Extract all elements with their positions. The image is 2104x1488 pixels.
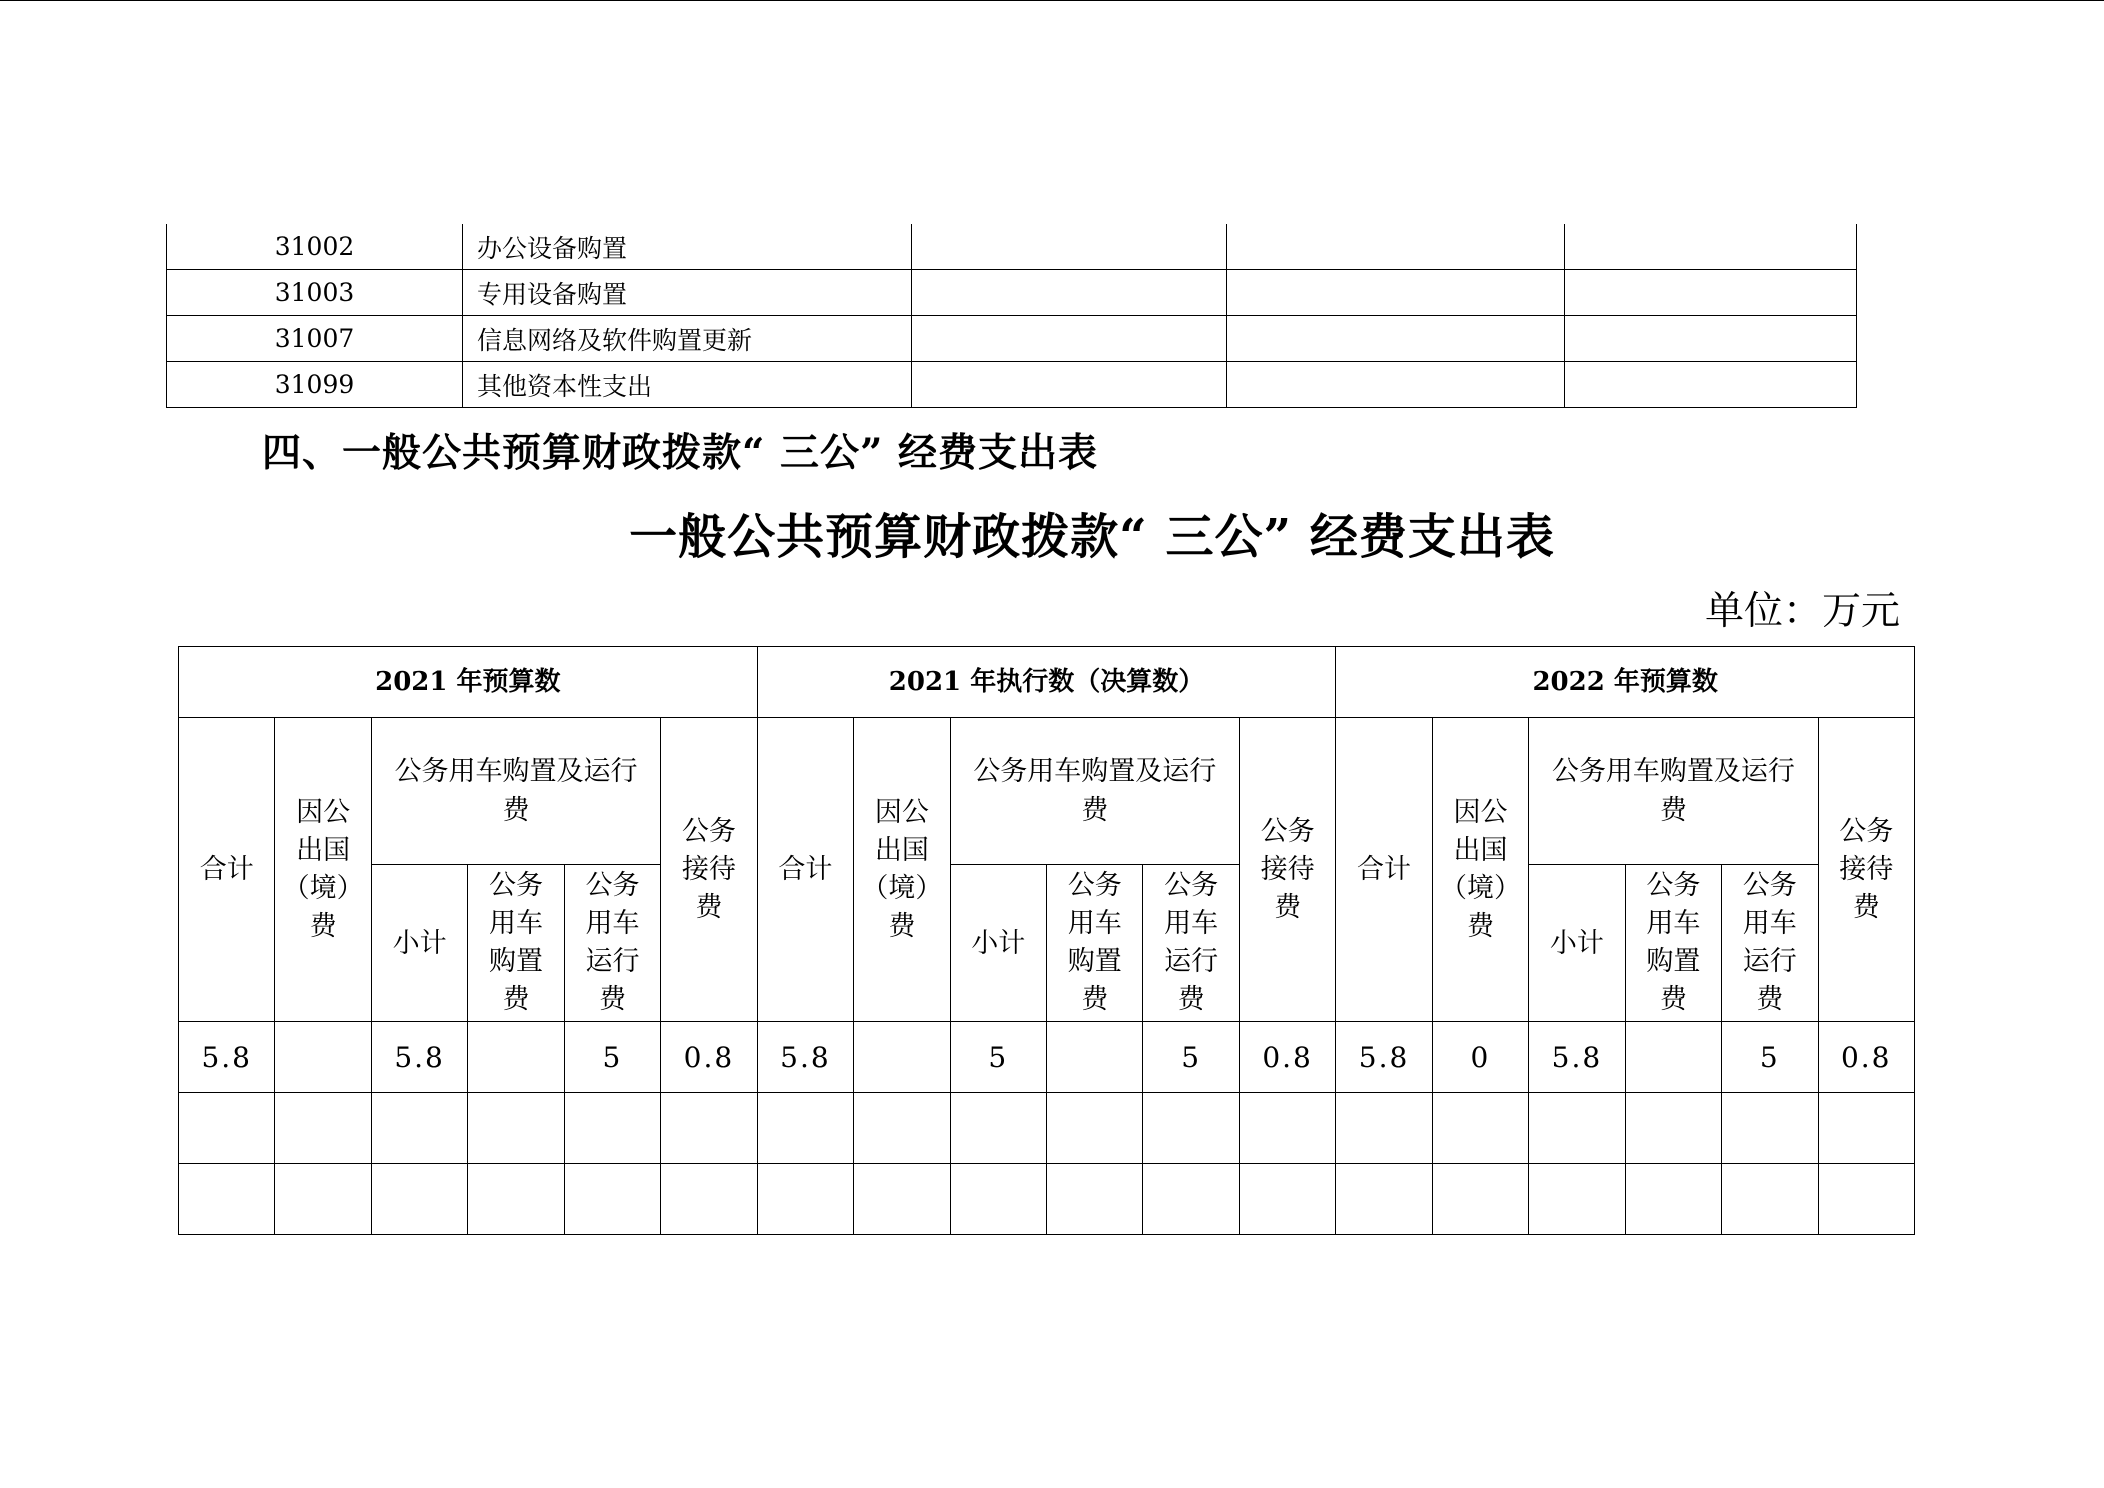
data-cell: 5 — [1722, 1022, 1818, 1093]
table-row — [179, 1093, 1915, 1164]
data-cell — [661, 1164, 757, 1235]
data-cell — [1432, 1164, 1528, 1235]
item-name: 专用设备购置 — [463, 270, 912, 316]
header-vehicle-operation: 公务 用车 运行 费 — [564, 865, 660, 1022]
empty-cell — [1565, 270, 1857, 316]
data-cell — [468, 1093, 564, 1164]
header-reception-fee: 公务 接待 费 — [1239, 718, 1335, 1022]
unit-label: 单位：万元 — [1704, 589, 1900, 634]
table-row — [167, 270, 1857, 316]
empty-cell — [912, 224, 1227, 270]
data-cell: 0.8 — [1239, 1022, 1335, 1093]
data-cell — [564, 1093, 660, 1164]
data-cell — [854, 1022, 950, 1093]
header-vehicle-purchase: 公务 用车 购置 费 — [1625, 865, 1721, 1022]
data-cell — [1239, 1164, 1335, 1235]
data-cell — [1239, 1093, 1335, 1164]
group-header-2021-actual: 2021 年执行数（决算数） — [757, 647, 1336, 718]
data-cell — [468, 1164, 564, 1235]
empty-cell — [912, 270, 1227, 316]
data-cell — [275, 1093, 371, 1164]
empty-cell — [912, 362, 1227, 408]
header-vehicle-purchase: 公务 用车 购置 费 — [468, 865, 564, 1022]
header-vehicle-fee: 公务用车购置及运行 费 — [1529, 718, 1818, 865]
table-row — [167, 316, 1857, 362]
data-cell — [854, 1093, 950, 1164]
header-abroad-fee: 因公 出国 （境） 费 — [1432, 718, 1528, 1022]
empty-cell — [1227, 316, 1565, 362]
data-cell — [1529, 1093, 1625, 1164]
data-cell — [1143, 1093, 1239, 1164]
data-cell — [950, 1164, 1046, 1235]
data-cell — [1818, 1164, 1914, 1235]
item-name: 信息网络及软件购置更新 — [463, 316, 912, 362]
data-cell — [1529, 1164, 1625, 1235]
header-abroad-fee: 因公 出国 （境） 费 — [854, 718, 950, 1022]
data-cell — [757, 1093, 853, 1164]
data-cell: 5.8 — [1336, 1022, 1432, 1093]
table-row — [167, 224, 1857, 270]
empty-cell — [1227, 224, 1565, 270]
header-subtotal: 小计 — [950, 865, 1046, 1022]
data-cell: 5.8 — [757, 1022, 853, 1093]
data-cell — [179, 1093, 275, 1164]
data-cell — [1722, 1164, 1818, 1235]
empty-cell — [1565, 316, 1857, 362]
data-cell — [1625, 1022, 1721, 1093]
table-row — [179, 1164, 1915, 1235]
data-cell — [757, 1164, 853, 1235]
data-cell — [1722, 1093, 1818, 1164]
header-total: 合计 — [757, 718, 853, 1022]
data-cell — [1625, 1093, 1721, 1164]
header-subtotal: 小计 — [1529, 865, 1625, 1022]
header-vehicle-operation: 公务 用车 运行 费 — [1722, 865, 1818, 1022]
item-name: 办公设备购置 — [463, 224, 912, 270]
data-cell — [1432, 1093, 1528, 1164]
header-subtotal: 小计 — [371, 865, 467, 1022]
data-cell — [564, 1164, 660, 1235]
header-total: 合计 — [1336, 718, 1432, 1022]
header-abroad-fee: 因公 出国 （境） 费 — [275, 718, 371, 1022]
data-cell: 5 — [950, 1022, 1046, 1093]
table-row — [167, 362, 1857, 408]
data-cell — [950, 1093, 1046, 1164]
section-heading: 四、一般公共预算财政拨款“ 三公” 经费支出表 — [262, 430, 1099, 476]
data-cell: 5.8 — [179, 1022, 275, 1093]
data-cell — [661, 1093, 757, 1164]
empty-cell — [1227, 362, 1565, 408]
three-public-expenses-table — [178, 646, 1915, 1235]
group-header-row — [179, 647, 1915, 718]
empty-cell — [1227, 270, 1565, 316]
header-vehicle-purchase: 公务 用车 购置 费 — [1046, 865, 1142, 1022]
data-cell — [1336, 1164, 1432, 1235]
item-code: 31002 — [167, 224, 463, 270]
data-cell — [1046, 1164, 1142, 1235]
header-vehicle-operation: 公务 用车 运行 费 — [1143, 865, 1239, 1022]
data-cell: 5.8 — [1529, 1022, 1625, 1093]
group-header-2021-budget: 2021 年预算数 — [179, 647, 758, 718]
data-cell — [275, 1022, 371, 1093]
continuation-table — [166, 224, 1857, 408]
data-cell — [854, 1164, 950, 1235]
header-reception-fee: 公务 接待 费 — [1818, 718, 1914, 1022]
data-cell: 0.8 — [661, 1022, 757, 1093]
data-cell — [179, 1164, 275, 1235]
group-header-2022-budget: 2022 年预算数 — [1336, 647, 1915, 718]
data-cell: 5.8 — [371, 1022, 467, 1093]
data-cell: 5 — [564, 1022, 660, 1093]
table-row — [179, 1022, 1915, 1093]
data-cell — [1818, 1093, 1914, 1164]
item-code: 31099 — [167, 362, 463, 408]
data-cell — [1143, 1164, 1239, 1235]
header-total: 合计 — [179, 718, 275, 1022]
page-top-border — [0, 0, 2104, 1]
sub-header-row — [179, 865, 1915, 1022]
data-cell — [1336, 1093, 1432, 1164]
item-name: 其他资本性支出 — [463, 362, 912, 408]
data-cell — [468, 1022, 564, 1093]
data-cell: 0 — [1432, 1022, 1528, 1093]
data-cell — [1046, 1022, 1142, 1093]
table-title: 一般公共预算财政拨款“ 三公” 经费支出表 — [629, 509, 1555, 565]
empty-cell — [1565, 362, 1857, 408]
data-cell: 0.8 — [1818, 1022, 1914, 1093]
item-code: 31007 — [167, 316, 463, 362]
header-vehicle-fee: 公务用车购置及运行 费 — [371, 718, 660, 865]
item-code: 31003 — [167, 270, 463, 316]
sub-header-row — [179, 718, 1915, 865]
header-reception-fee: 公务 接待 费 — [661, 718, 757, 1022]
data-cell — [371, 1164, 467, 1235]
empty-cell — [912, 316, 1227, 362]
data-cell — [275, 1164, 371, 1235]
header-vehicle-fee: 公务用车购置及运行 费 — [950, 718, 1239, 865]
empty-cell — [1565, 224, 1857, 270]
data-cell — [1625, 1164, 1721, 1235]
data-cell: 5 — [1143, 1022, 1239, 1093]
data-cell — [1046, 1093, 1142, 1164]
data-cell — [371, 1093, 467, 1164]
